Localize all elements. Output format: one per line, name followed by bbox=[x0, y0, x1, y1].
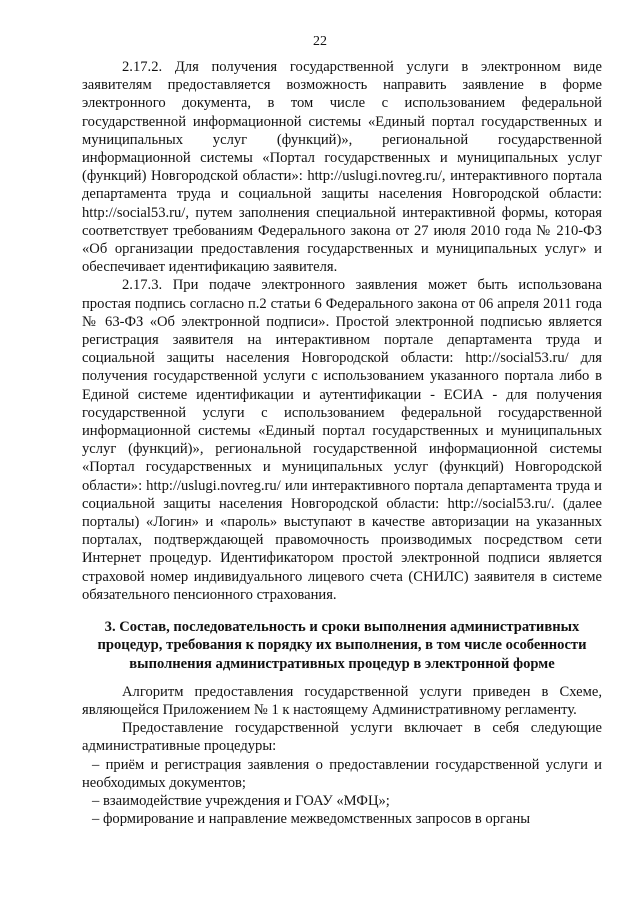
paragraph-2-17-3: 2.17.3. При подаче электронного заявления может быть использована простая подпись согласно п.2 статьи 6 Федерального закона от 06 апреля 2011 года № 63-ФЗ «Об электронной подписи». Простой электронной подписью является регистрация заявителя на интерактивном портале департамента труда и социальной защиты населения Новгородской области: http://social53.ru/ для получения государственной услуги с использованием указанного портала либо в Единой системе идентификации и аутентификации - ЕСИА - для получения государственной услуги с использованием федеральной государственной информационной системы «Единый портал государственных и муниципальных услуг (функций)», региональной государственной информационной системы «Портал государственных и муниципальных услуг (функций) Новгородской области»: http://uslugi.novreg.ru/ или интерактивного портала департамента труда и социальной защиты населения Новгородской области: http://social53.ru/. (далее порталы) «Логин» и «пароль» выступают в качестве авторизации на указанных порталах, подтверждающей правомочность производимых посредством сети Интернет процедур. Идентификатором простой электронной подписи является страховой номер индивидуального лицевого счета (СНИЛС) заявителя в системе обязательного пенсионного страхования. bbox=[82, 277, 602, 603]
paragraph-procedures-intro: Предоставление государственной услуги включает в себя следующие административные процедуры: bbox=[82, 720, 602, 755]
document-body bbox=[82, 58, 602, 828]
section-heading: 3. Состав, последовательность и сроки выполнения административных процедур, требования к порядку их выполнения, в том числе особенности выполнения административных процедур в электронной форме bbox=[97, 619, 587, 672]
list-item: – формирование и направление межведомственных запросов в органы bbox=[92, 811, 531, 828]
paragraph-algorithm: Алгоритм предоставления государственной услуги приведен в Схеме, являющейся Приложением № 1 к настоящему Административному регламенту. bbox=[82, 683, 602, 718]
list-item: – взаимодействие учреждения и ГОАУ «МФЦ»; bbox=[92, 792, 390, 809]
page-number: 22 bbox=[313, 34, 327, 49]
list-item: – приём и регистрация заявления о предоставлении государственной услуги и необходимых документов; bbox=[82, 756, 602, 791]
paragraph-2-17-2: 2.17.2. Для получения государственной услуги в электронном виде заявителям предоставляется возможность направить заявление в форме электронного документа, в том числе с использованием федеральной государственной информационной системы «Единый портал государственных и муниципальных услуг (функций)», региональной государственной информационной системы «Портал государственных и муниципальных услуг (функций) Новгородской области»: http://uslugi.novreg.ru/, интерактивного портала департамента труда и социальной защиты населения Новгородской области: http://social53.ru/, путем заполнения специальной интерактивной формы, которая соответствует требованиям Федерального закона от 27 июля 2010 года № 210-ФЗ «Об организации предоставления государственных и муниципальных услуг» и обеспечивает идентификацию заявителя. bbox=[82, 59, 602, 276]
